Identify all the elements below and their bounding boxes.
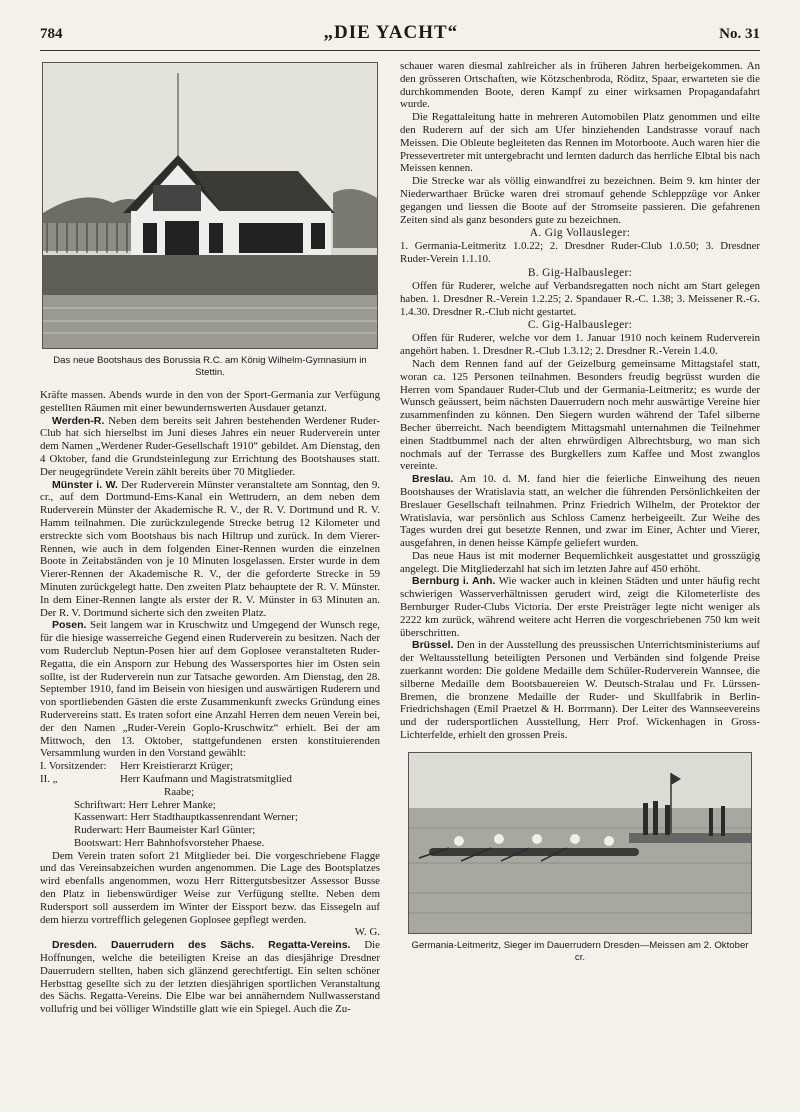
page-number: 784 — [40, 26, 63, 42]
text-breslau: Am 10. d. M. fand hier die feierliche Einweihung des neuen Bootshauses der Wratislavia statt, an welcher die führenden Persönlichkeiten der Breslauer Gesellschaft teilnahmen. Prinz Friedrich Wilhelm, der Protektor der Wratislavia, war persönlich aus Schloss Camenz herbeigeeilt. Zur Weihe des Tages wurden drei gut besetzte Rennen, und zwar im Einer, Achter und Vierer, ausgefahren, in denen heisse Kämpfe geliefert wurden. — [400, 473, 760, 550]
boathouse-caption: Das neue Bootshaus des Borussia R.C. am König Wilhelm-Gymnasium in Stettin. — [53, 355, 367, 378]
board-item: Ruderwart: Herr Baumeister Karl Günter; — [74, 824, 256, 837]
article-dresden — [40, 939, 380, 1016]
text-dresden: Die Hoffnungen, welche die beteiligten Kreise an das diesjährige Dresdner Dauerrudern stellten, haben sich glänzend gerechtfertigt. Ein selten schöner Herbsttag gesellte sich zu der letzten diesjährigen sportlichen Veranstaltung des Sächs. Regatta-Vereins. Die Elbe war bei annäherndem Nullwasserstand vollufrig und bei völliger Windstille glatt wie ein Spiegel. Auch die Zu- — [40, 939, 380, 1016]
heading-gig-b: B. Gig-Halbausleger: — [527, 266, 633, 279]
article-muenster — [40, 479, 380, 620]
paragraph-strecke: Die Strecke war als völlig einwandfrei zu bezeichnen. Beim 9. km hinter der Niederwarthaer Brücke waren drei stromauf gehende Schleppzüge vor Anker gegangen und liessen die Boote auf der Stromseite passieren. Die gefahrenen Zeiten sind als ganz besonders gute zu bezeichnen. — [400, 175, 760, 226]
board-role: I. Vorsitzender: — [40, 760, 107, 773]
article-posen — [40, 619, 380, 760]
article-bernburg — [400, 575, 760, 639]
board-item: Schriftwart: Herr Lehrer Manke; — [74, 798, 216, 811]
rowing-caption: Germania-Leitmeritz, Sieger im Dauerrudern Dresden—Meissen am 2. Oktober cr. — [411, 939, 749, 963]
board-person: Herr Kaufmann und Magistratsmitglied — [120, 772, 292, 785]
board-list — [40, 760, 380, 850]
board-item — [40, 773, 380, 786]
journal-title: „DIE YACHT“ — [323, 22, 459, 43]
lede-dresden: Dresden. Dauerrudern des Sächs. Regatta-Vereins. — [52, 939, 351, 952]
article-werden — [40, 415, 380, 479]
left-column — [40, 60, 380, 1016]
text-muenster: Der Ruderverein Münster veranstaltete am Sonntag, den 9. cr., auf dem Dortmund-Ems-Kanal ein Wettrudern, an dem neben dem Ruderverein Münster der Akademische R. V., der R. V. Dortmund und R. V. Hamm teilnahmen. Die zurückzulegende Strecke betrug 12 Kilometer und erstreckte sich vom Bootshaus bis nach Hiltrup und zurück. In dem Vierer-Rennen, wie auch in dem folgenden Einer-Rennen wurden die einzelnen Boote in Zeitabständen von je 10 Minuten losgelassen. Erster wurde in dem Vierer-Rennen der Akademische R. V., der die geforderte Strecke in 59 Minuten zurückgelegt hatte. Den zweiten Platz behauptete der R. V. Münster. In dem Einer-Rennen langte als erster der R. V. Münster in 63 Minuten an. Der R. V. Dortmund sicherte sich den zweiten Platz. — [40, 478, 380, 619]
paragraph-intro: Kräfte massen. Abends wurde in den von der Sport-Germania zur Verfügung gestellten Räumen mit einer bewundernswerten Ausdauer getanzt. — [40, 389, 380, 414]
board-person: Herr Kreistierarzt Krüger; — [120, 760, 234, 773]
heading-gig-a: A. Gig Vollausleger: — [529, 227, 631, 240]
paragraph-breslau-2: Das neue Haus ist mit moderner Bequemlichkeit ausgestattet und grosszügig angelegt. Die Mitgliederzahl hat sich im letzten Jahre auf 450 erhöht. — [400, 549, 760, 575]
paragraph-mittagstafel: Nach dem Rennen fand auf der Geizelburg gemeinsame Mittagstafel statt, woran ca. 125 Personen teilnahmen. Besonders freudig begrüsst wurden die Herren vom Spandauer Ruder-Club und der Germania-Leitmeritz; es wurde der Wunsch geäussert, beim nächsten Dauerrudern noch mehr auswärtige Vereine hier zusammenfinden zu können. Den Siegern wurden während der Tafel silberne Becher überreicht. Nach beendigtem Mittagsmahl unternahmen die Teilnehmer einen Stadtbummel nach der alten ehrwürdigen Albrechtsburg, wo man sich nochmals auf der Terrasse des Burgkellers zum Kaffee und Most zwanglos vereinte. — [400, 357, 760, 473]
text-werden: Neben dem bereits seit Jahren bestehenden Werdener Ruder-Club hat sich hierselbst im Juni dieses Jahres ein neuer Ruderverein unter dem Namen „Werdener Ruder-Gesellschaft 1910“ gebildet. Am Dienstag, den 4 Oktober, fand die Grundsteinlegung zur Errichtung des Bootshauses statt. Der neugegründete Verein zählt bereits über 70 Mitglieder. — [40, 414, 380, 478]
paragraph-posen-2: Dem Verein traten sofort 21 Mitglieder bei. Die vorgeschriebene Flagge und das Vereinsabzeichen wurden angenommen. Die Lage des Bootsplatzes wird ebenfalls angenommen, wozu Herr Rittergutsbesitzer Assessor Busse den Platz in liebenswürdiger Weise zur Verfügung stellte. Neben dem Rudersport soll ausserdem im Winter der Eissport bezw. das Eissegeln auf dem hierzu vortrefflich gelegenen Goplosee gepflegt werden. — [40, 849, 380, 926]
rowing-photo — [408, 752, 752, 934]
lede-werden: Werden-R. — [52, 414, 105, 427]
lede-posen: Posen. — [52, 619, 87, 632]
board-item: Kassenwart: Herr Stadthauptkassenrendant Werner; — [74, 811, 298, 824]
page-header — [40, 22, 760, 48]
results-gig-a: 1. Germania-Leitmeritz 1.0.22; 2. Dresdner Ruder-Club 1.0.50; 3. Dresdner Ruder-Verein 1.1.10. — [400, 240, 760, 266]
results-gig-c: Offen für Ruderer, welche vor dem 1. Januar 1910 noch keinem Ruderverein angehört haben. 1. Dresdner R.-Club 1.3.12; 2. Dresdner R.-Verein 1.4.0. — [400, 332, 760, 358]
lede-breslau: Breslau. — [412, 473, 454, 486]
article-breslau — [400, 473, 760, 550]
board-item-cont: Raabe; — [164, 785, 195, 798]
issue-number: No. 31 — [719, 26, 760, 42]
lede-muenster: Münster i. W. — [52, 478, 118, 491]
text-bernburg: Wie wacker auch in kleinen Städten und unter häufig recht schwierigen Wasserverhältnissen gerudert wird, zeigt die Kilometerliste des Bernburger Ruder-Clubs Victoria. Der erste Preisträger legte nicht weniger als 2222 km zurück, während weitere acht Herren die vorgeschriebenen 750 km weit überschritten. — [400, 575, 760, 639]
lede-bruessel: Brüssel. — [412, 639, 454, 652]
article-bruessel — [400, 639, 760, 741]
paragraph-regattaleitung: Die Regattaleitung hatte in mehreren Automobilen Platz genommen und eilte den Ruderern auf der sich am Ufer hinziehenden Landstrasse vorauf nach Meissen. Die Obleute begleiteten das Rennen im Motorboote. Auch waren hier die Pressevertreter mit untergebracht und lernten dadurch das herrliche Elbtal bis nach Meissen kennen. — [400, 111, 760, 175]
board-role: II. „ — [40, 772, 58, 785]
header-rule — [40, 50, 760, 51]
results-gig-b: Offen für Ruderer, welche auf Verbandsregatten noch nicht am Start gelegen haben. 1. Dresdner R.-Verein 1.2.25; 2. Spandauer R.-C. 1.38; 3. Meissener R.-G. 1.4.30. Dresdner R.-Club nicht gestartet. — [400, 279, 760, 318]
heading-gig-c: C. Gig-Halbausleger: — [527, 319, 633, 332]
text-bruessel: Den in der Ausstellung des preussischen Unterrichtsministeriums auf der Weltausstellung beteiligten Personen und Verbänden sind folgende Preise zuerkannt worden: Die goldene Medaille dem Schüler-Ruderverein Wannsee, die silberne Medaille dem Bootsbauereien W. Deutsch-Stralau und Fr. Lürssen-Bremen, die bronzene Medaille der Ruder- und Skullfabrik in Berlin-Friedrichshagen (Emil Praetzel & H. Borrmann). Der Leiter des Wannseevereins und der rudersportlichen Ausstellung, Herr Prof. Wickenhagen in Gross-Lichterfelde, erhielt den grossen Preis. — [400, 639, 760, 742]
board-item: Bootswart: Herr Bahnhofsvorsteher Phaese. — [74, 836, 265, 849]
lede-bernburg: Bernburg i. Anh. — [412, 575, 496, 588]
right-column — [400, 60, 760, 974]
boathouse-photo — [42, 62, 378, 349]
text-posen: Seit langem war in Kruschwitz und Umgegend der Wunsch rege, für die hiesige wasserreiche Gegend einen Ruderverein zu besitzen. Nach der vom Ruderclub Neptun-Posen hier auf dem Goplosee veranstalteten Ruder-Regatta, die ein Ansporn zur Hebung des Wassersportes hier im Osten sein sollte, ist der Ruderverein nun zur Tatsache geworden. Am Dienstag, den 28. September 1910, fand im Beisein von hiesigen und auswärtigen Ruderern und von sportliebenden Gästen die erste Zusammenkunft zwecks Gründung eines Rudervereins statt. Es traten sofort eine Anzahl Herren dem neuen Verein bei, der den Namen „Ruder-Verein Goplo-Kruschwitz“ erhielt. Bei der am Mittwoch, den 13. Oktober, stattgefundenen ersten konstituierenden Versammlung wurden in den Vorstand gewählt: — [40, 619, 380, 760]
author-initials: W. G. — [354, 926, 380, 939]
board-item — [40, 760, 380, 773]
paragraph-spectators: schauer waren diesmal zahlreicher als in früheren Jahren herbeigekommen. An den grösseren Ortschaften, wie Kötzschenbroda, Röditz, Spaar, erwarteten sie die durchkommenden Boote, deren Kampf zu einer wirksamen Propagandafahrt wurde. — [400, 60, 760, 111]
